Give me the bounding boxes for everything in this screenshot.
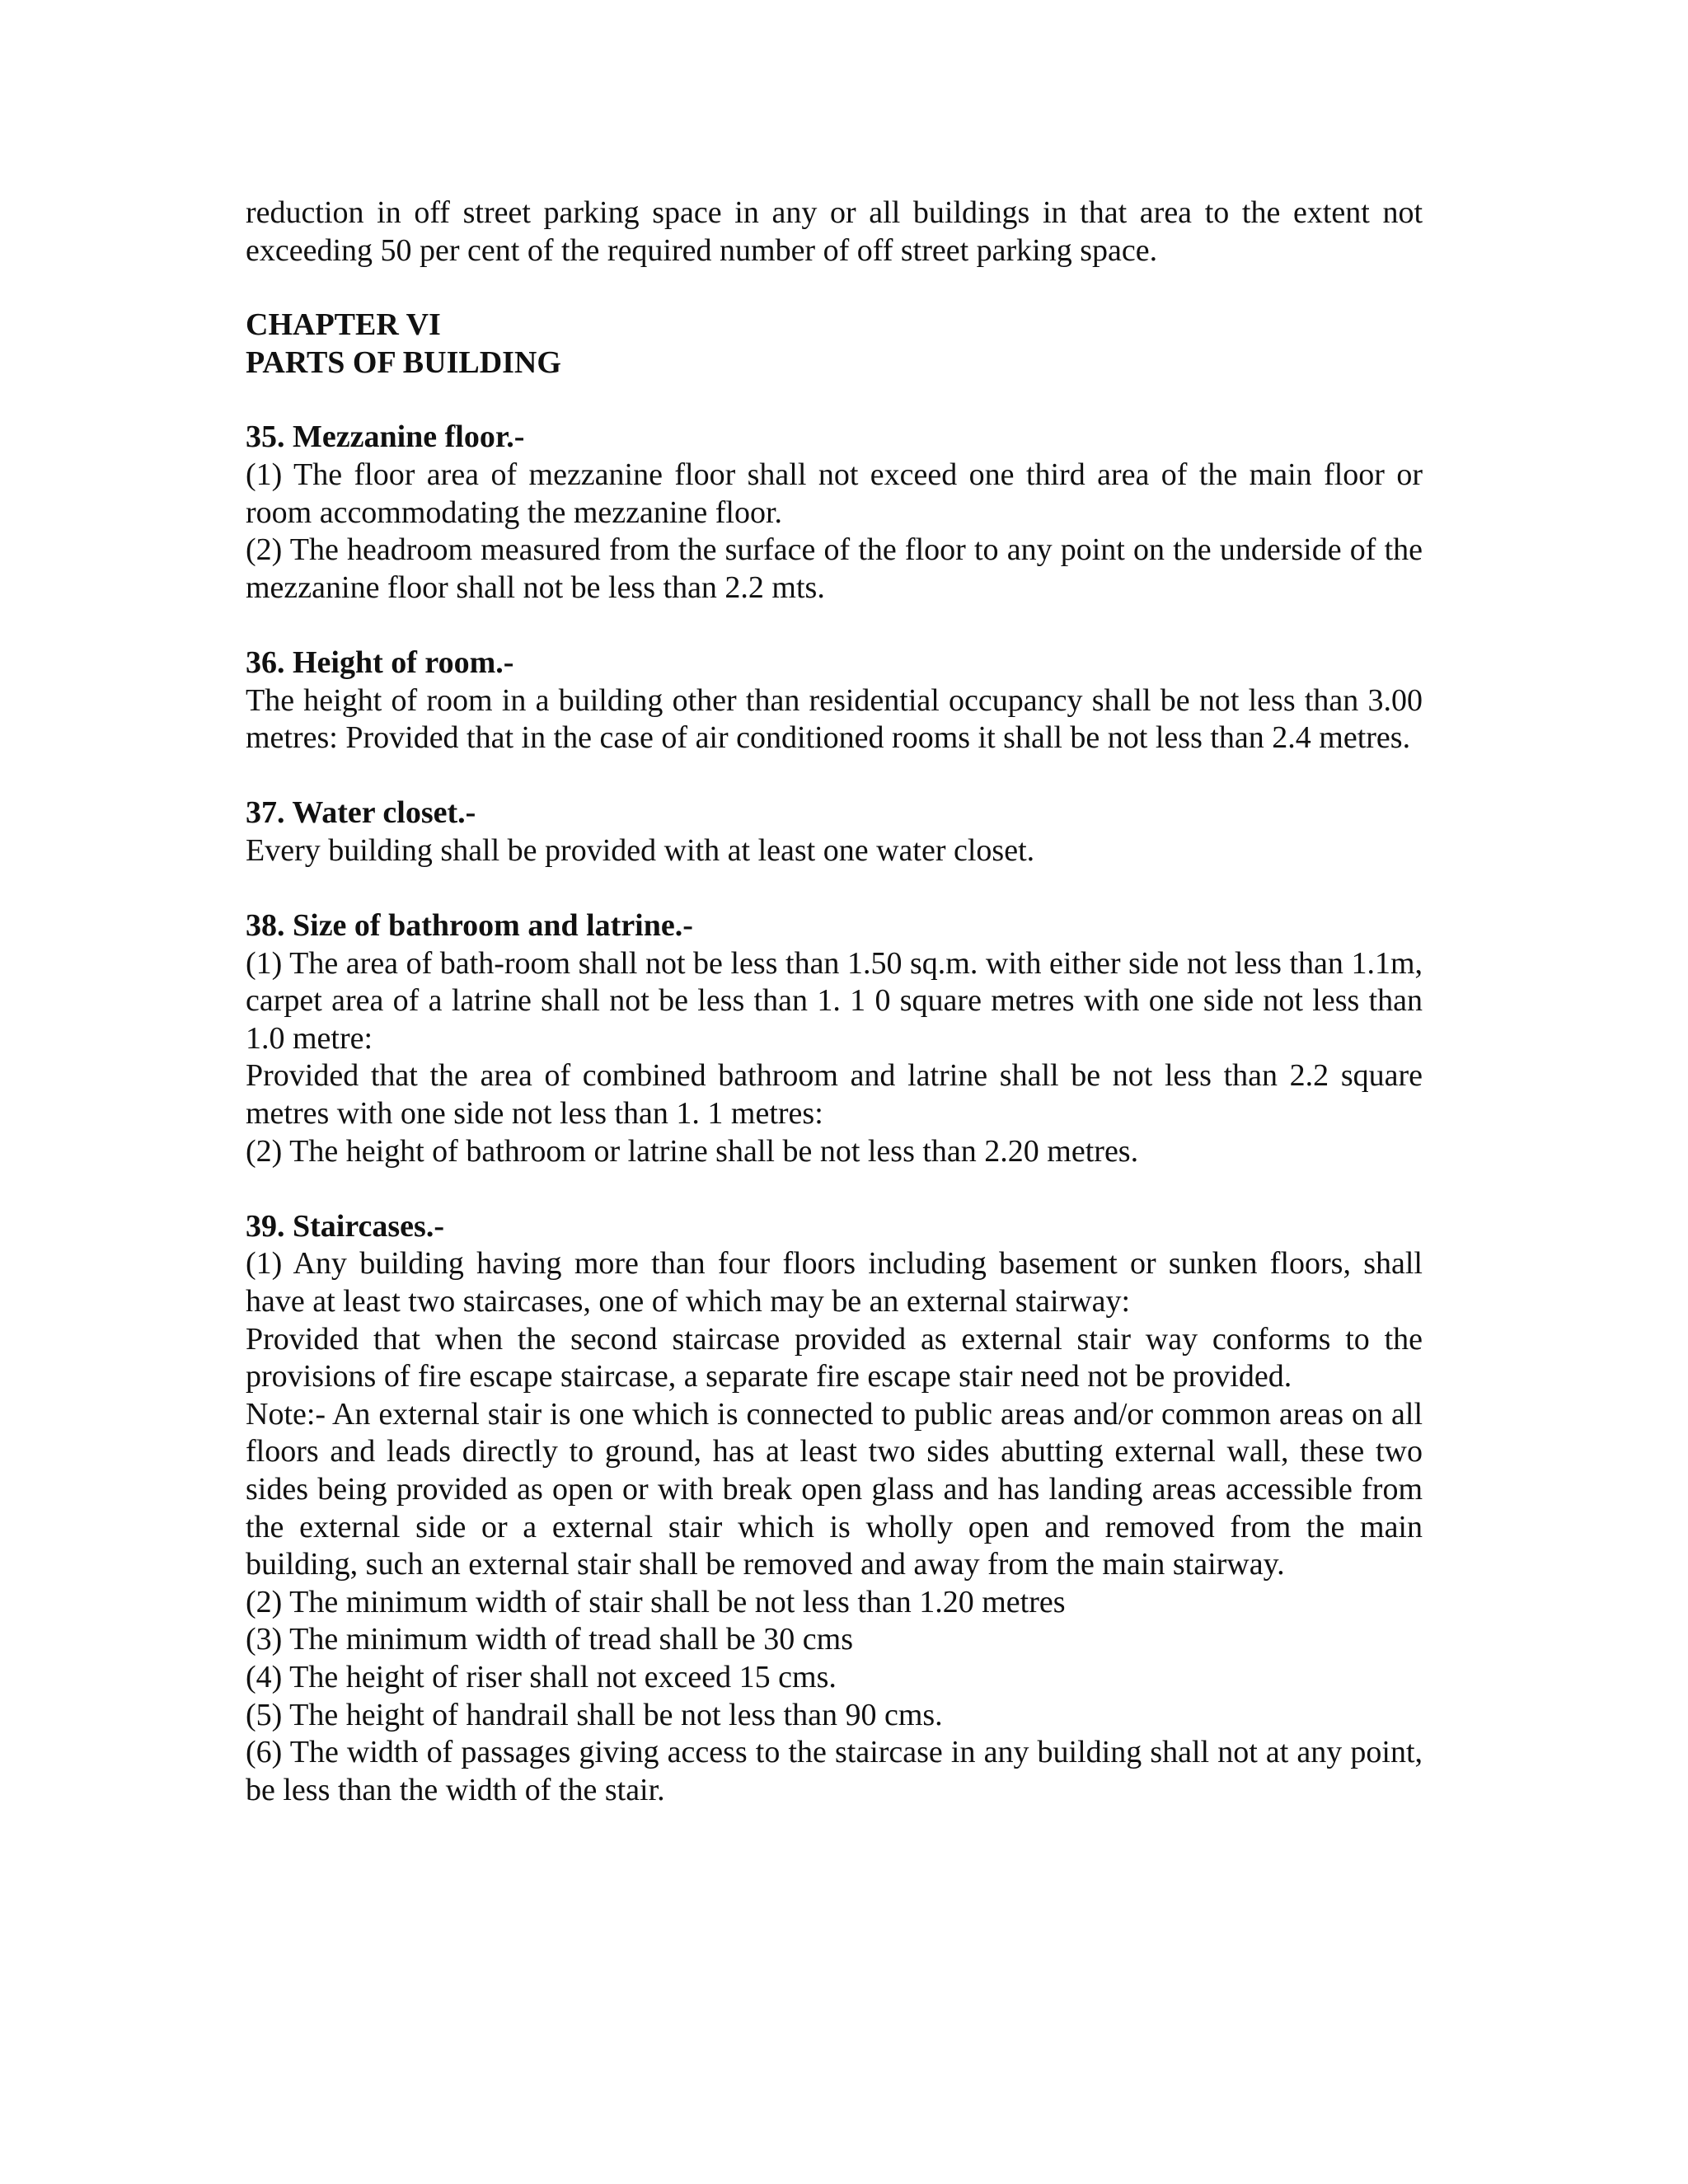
- section-39-paragraph-6: (5) The height of handrail shall be not less than 90 cms.: [246, 1697, 943, 1732]
- chapter-title: PARTS OF BUILDING: [246, 344, 561, 380]
- section-39-note: Note:- An external stair is one which is connected to public areas and/or common areas on all floors and leads directly to ground, has at least two sides abutting external wall, these two sides being provided as open or with break open glass and has landing areas accessible from the external side or a external stair which is wholly open and removed from the main building, such an external stair shall be removed and away from the main stairway.: [246, 1396, 1423, 1582]
- section-39-paragraph-7: (6) The width of passages giving access to the staircase in any building shall not at any point, be less than the width of the stair.: [246, 1735, 1423, 1807]
- section-39: [246, 1208, 1423, 1810]
- section-38-paragraph-1: (1) The area of bath-room shall not be less than 1.50 sq.m. with either side not less than 1.1m, carpet area of a latrine shall not be less than 1. 1 0 square metres with one side not less than 1.0 metre:: [246, 945, 1423, 1056]
- section-35: [246, 419, 1423, 607]
- section-38: [246, 907, 1423, 1170]
- section-36-title: 36. Height of room.-: [246, 644, 514, 680]
- intro-paragraph: reduction in off street parking space in any or all buildings in that area to the extent not exceeding 50 per cent of the required number of off street parking space.: [246, 195, 1423, 268]
- section-39-title: 39. Staircases.-: [246, 1208, 444, 1244]
- section-35-title: 35. Mezzanine floor.-: [246, 419, 525, 455]
- section-37: [246, 794, 1423, 869]
- section-37-paragraph-1: Every building shall be provided with at least one water closet.: [246, 832, 1035, 868]
- section-37-title: 37. Water closet.-: [246, 795, 476, 831]
- section-39-paragraph-5: (4) The height of riser shall not exceed 15 cms.: [246, 1659, 837, 1694]
- section-39-paragraph-1: (1) Any building having more than four floors including basement or sunken floors, shall have at least two staircases, one of which may be an external stairway:: [246, 1246, 1423, 1319]
- section-35-paragraph-1: (1) The floor area of mezzanine floor shall not exceed one third area of the main floor or room accommodating the mezzanine floor.: [246, 457, 1423, 530]
- section-36-paragraph-1: The height of room in a building other than residential occupancy shall be not less than 3.00 metres: Provided that in the case of air conditioned rooms it shall be not less than 2.4 metres.: [246, 682, 1423, 756]
- section-36: [246, 644, 1423, 757]
- document-page: [246, 194, 1423, 1847]
- section-39-paragraph-2: Provided that when the second staircase provided as external stair way conforms to the provisions of fire escape staircase, a separate fire escape stair need not be provided.: [246, 1321, 1423, 1394]
- section-39-paragraph-4: (3) The minimum width of tread shall be 30 cms: [246, 1622, 853, 1657]
- section-38-title: 38. Size of bathroom and latrine.-: [246, 908, 693, 944]
- section-38-paragraph-2: Provided that the area of combined bathroom and latrine shall be not less than 2.2 square metres with one side not less than 1. 1 metres:: [246, 1058, 1423, 1132]
- section-38-paragraph-3: (2) The height of bathroom or latrine shall be not less than 2.20 metres.: [246, 1133, 1139, 1169]
- section-39-paragraph-3: (2) The minimum width of stair shall be not less than 1.20 metres: [246, 1584, 1066, 1619]
- chapter-heading-block: [246, 307, 1423, 382]
- chapter-number: CHAPTER VI: [246, 307, 441, 343]
- section-35-paragraph-2: (2) The headroom measured from the surface of the floor to any point on the underside of the mezzanine floor shall not be less than 2.2 mts.: [246, 532, 1423, 605]
